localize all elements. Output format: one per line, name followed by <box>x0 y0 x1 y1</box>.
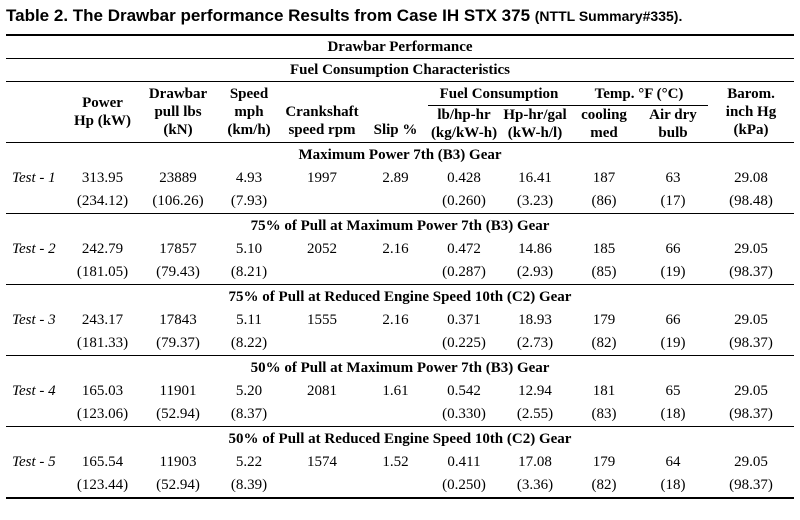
table-cell: (8.37) <box>217 403 281 427</box>
table-cell: (52.94) <box>139 474 217 498</box>
table-cell: 2052 <box>307 241 337 257</box>
table-cell: (98.37) <box>708 332 794 356</box>
table-cell: (8.21) <box>217 261 281 285</box>
table-cell: (52.94) <box>139 403 217 427</box>
table-cell: (234.12) <box>66 190 139 214</box>
col-hpgal: Hp-hr/gal (kW-h/l) <box>500 106 570 143</box>
table-cell: (85) <box>570 261 638 285</box>
table-cell: (3.23) <box>500 190 570 214</box>
table-cell: 243.17 <box>81 312 124 328</box>
table-cell: 5.22 <box>235 454 263 470</box>
table-cell: (82) <box>570 474 638 498</box>
table-row <box>6 167 794 190</box>
table-cell: 4.93 <box>235 170 263 186</box>
table-cell: 2081 <box>307 383 337 399</box>
col-lbhp: lb/hp-hr (kg/kW-h) <box>428 106 500 143</box>
fuel-characteristics-heading: Fuel Consumption Characteristics <box>6 59 794 82</box>
drawbar-table <box>6 34 794 499</box>
table-cell: (19) <box>638 332 708 356</box>
table-cell <box>363 403 428 427</box>
table-cell: (0.260) <box>428 190 500 214</box>
table-cell: 17843 <box>159 312 197 328</box>
table-cell: 5.10 <box>235 241 263 257</box>
table-cell: 165.03 <box>81 383 124 399</box>
table-cell: 29.05 <box>734 241 768 257</box>
col-pull: Drawbar pull lbs (kN) <box>139 82 217 143</box>
drawbar-performance-heading: Drawbar Performance <box>6 35 794 59</box>
table-cell: 1.61 <box>382 383 409 399</box>
col-crank: Crankshaft speed rpm <box>281 82 363 143</box>
table-cell: 179 <box>592 312 616 328</box>
table-cell: 12.94 <box>518 383 552 399</box>
table-cell: 1555 <box>307 312 337 328</box>
temp-heading: Temp. °F (°C) <box>570 82 708 106</box>
table-cell <box>281 261 363 285</box>
table-cell: 16.41 <box>518 170 552 186</box>
section-heading: 50% of Pull at Reduced Engine Speed 10th (C2) Gear <box>228 430 572 447</box>
table-cell: 18.93 <box>518 312 552 328</box>
table-cell: 65 <box>665 383 681 399</box>
table-cell: 29.05 <box>734 454 768 470</box>
table-cell: (79.37) <box>139 332 217 356</box>
table-cell <box>363 190 428 214</box>
test-label: Test - 5 <box>12 454 56 470</box>
test-label: Test - 3 <box>12 312 56 328</box>
table-cell: 0.428 <box>447 170 481 186</box>
fuel-consumption-heading: Fuel Consumption <box>428 82 570 106</box>
table-cell: (79.43) <box>139 261 217 285</box>
table-cell: 1574 <box>307 454 337 470</box>
table-row <box>6 380 794 403</box>
table-cell: (86) <box>570 190 638 214</box>
table-cell: 2.89 <box>382 170 409 186</box>
table-cell: (98.37) <box>708 261 794 285</box>
col-speed: Speed mph (km/h) <box>217 82 281 143</box>
table-cell: 11903 <box>159 454 197 470</box>
table-cell: 1.52 <box>382 454 409 470</box>
table-cell: 17.08 <box>518 454 552 470</box>
table-cell: (7.93) <box>217 190 281 214</box>
header-row-drawbar <box>6 35 794 59</box>
table-row <box>6 474 794 498</box>
section-heading: 75% of Pull at Reduced Engine Speed 10th (C2) Gear <box>228 288 572 305</box>
table-cell: 14.86 <box>518 241 552 257</box>
table-cell: (0.225) <box>428 332 500 356</box>
table-cell: 1997 <box>307 170 337 186</box>
table-cell: (17) <box>638 190 708 214</box>
section-heading: 75% of Pull at Maximum Power 7th (B3) Gear <box>250 217 550 234</box>
col-cooling: cooling med <box>570 106 638 143</box>
table-cell: 29.05 <box>734 312 768 328</box>
table-cell: 66 <box>665 312 681 328</box>
table-cell: 0.542 <box>447 383 481 399</box>
table-cell: (19) <box>638 261 708 285</box>
section-heading: Maximum Power 7th (B3) Gear <box>298 146 502 163</box>
col-air: Air dry bulb <box>638 106 708 143</box>
table-cell: (83) <box>570 403 638 427</box>
col-slip: Slip % <box>363 82 428 143</box>
table-cell: (2.73) <box>500 332 570 356</box>
header-row-fuel <box>6 59 794 82</box>
table-cell: (123.06) <box>66 403 139 427</box>
table-cell: (0.330) <box>428 403 500 427</box>
table-cell: (106.26) <box>139 190 217 214</box>
table-cell: 66 <box>665 241 681 257</box>
col-barom: Barom. inch Hg (kPa) <box>708 82 794 143</box>
table-cell: 63 <box>665 170 681 186</box>
table-cell: (181.33) <box>66 332 139 356</box>
table-cell: 187 <box>592 170 616 186</box>
table-cell: (0.287) <box>428 261 500 285</box>
table-row <box>6 332 794 356</box>
table-row <box>6 451 794 474</box>
table-cell <box>281 190 363 214</box>
header-row-groups <box>6 82 794 106</box>
table-cell: (18) <box>638 474 708 498</box>
table-cell: (18) <box>638 403 708 427</box>
section-heading-row <box>6 427 794 452</box>
table-cell: 0.371 <box>447 312 481 328</box>
table-cell: 242.79 <box>81 241 124 257</box>
table-row <box>6 238 794 261</box>
table-cell: (3.36) <box>500 474 570 498</box>
table-cell: (181.05) <box>66 261 139 285</box>
col-power: Power Hp (kW) <box>66 82 139 143</box>
table-cell: (98.37) <box>708 474 794 498</box>
table-cell <box>281 403 363 427</box>
table-cell: 23889 <box>159 170 197 186</box>
table-row <box>6 190 794 214</box>
section-heading: 50% of Pull at Maximum Power 7th (B3) Gear <box>250 359 550 376</box>
section-heading-row <box>6 143 794 168</box>
table-title-sub: (NTTL Summary#335). <box>534 8 683 24</box>
table-cell: 5.11 <box>236 312 262 328</box>
table-cell <box>363 261 428 285</box>
table-cell <box>363 474 428 498</box>
table-cell: 181 <box>592 383 616 399</box>
table-cell: (98.48) <box>708 190 794 214</box>
table-cell: (2.93) <box>500 261 570 285</box>
table-cell: 64 <box>665 454 681 470</box>
table-cell: 179 <box>592 454 616 470</box>
table-title-main: Table 2. The Drawbar performance Results from Case IH STX 375 <box>6 6 531 25</box>
table-cell <box>363 332 428 356</box>
section-heading-row <box>6 285 794 310</box>
section-heading-row <box>6 356 794 381</box>
table-cell: 0.411 <box>447 454 481 470</box>
table-title <box>6 6 794 26</box>
table-cell: (8.39) <box>217 474 281 498</box>
table-cell: 17857 <box>159 241 197 257</box>
table-cell: (123.44) <box>66 474 139 498</box>
table-cell: 0.472 <box>447 241 481 257</box>
table-cell: 29.05 <box>734 383 768 399</box>
table-cell: 11901 <box>159 383 197 399</box>
test-label: Test - 2 <box>12 241 56 257</box>
table-cell <box>281 332 363 356</box>
table-cell: 185 <box>592 241 616 257</box>
test-label: Test - 1 <box>12 170 56 186</box>
table-cell: 5.20 <box>235 383 263 399</box>
table-cell: 29.08 <box>734 170 768 186</box>
table-cell <box>281 474 363 498</box>
table-cell: (2.55) <box>500 403 570 427</box>
section-heading-row <box>6 214 794 239</box>
table-cell: (98.37) <box>708 403 794 427</box>
table-row <box>6 261 794 285</box>
table-cell: 2.16 <box>382 312 409 328</box>
table-cell: (8.22) <box>217 332 281 356</box>
table-cell: 165.54 <box>81 454 124 470</box>
table-cell: 2.16 <box>382 241 409 257</box>
table-row <box>6 403 794 427</box>
table-cell: 313.95 <box>81 170 124 186</box>
table-cell: (82) <box>570 332 638 356</box>
table-cell: (0.250) <box>428 474 500 498</box>
test-label: Test - 4 <box>12 383 56 399</box>
table-row <box>6 309 794 332</box>
